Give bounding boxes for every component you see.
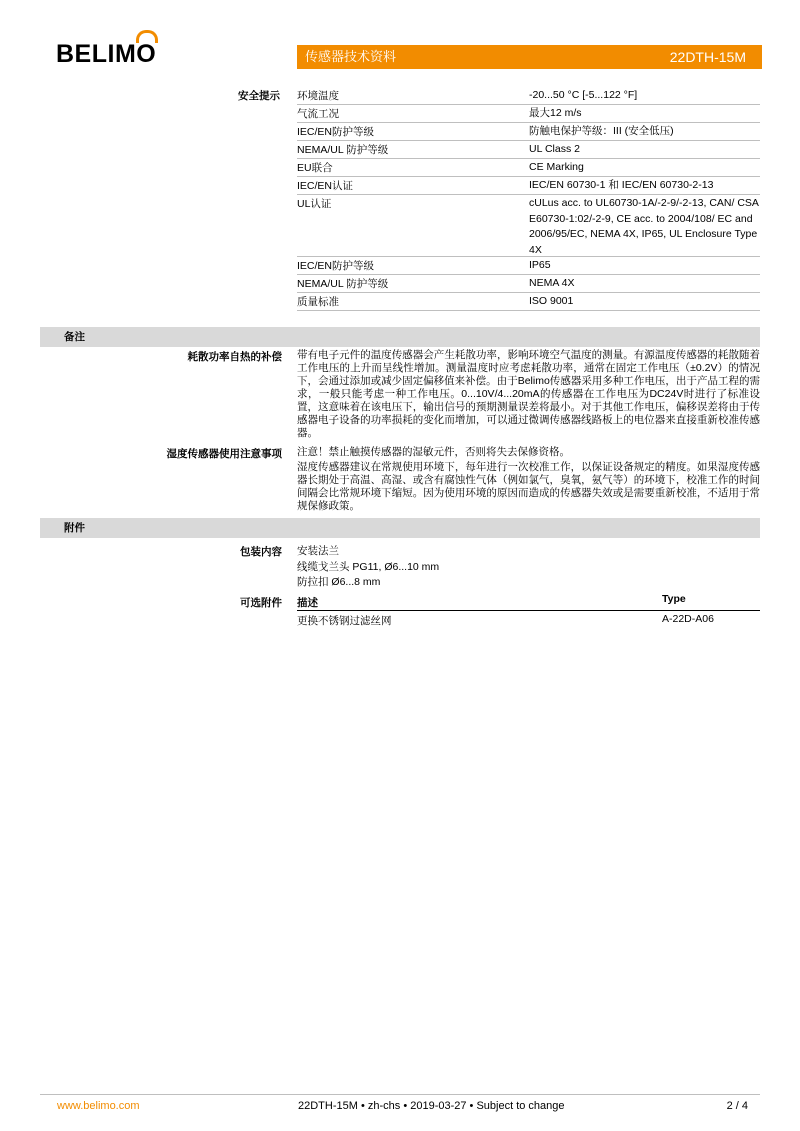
doc-title: 传感器技术资料: [305, 49, 397, 64]
spec-value: cULus acc. to UL60730-1A/-2-9/-2-13, CAN/ CSA E60730-1:02/-2-9, CE acc. to 2004/108/ EC and 2006/95/EC, NEMA 4X, IP65, UL Enclosure Type 4X: [529, 197, 759, 256]
table-row: [297, 158, 760, 177]
col-type: Type: [662, 593, 686, 605]
package-item: 安装法兰: [297, 545, 339, 557]
package-label: 包装内容: [240, 546, 282, 558]
table-row: [297, 104, 760, 123]
note-label-humidity: 湿度传感器使用注意事项: [166, 448, 282, 460]
spec-value: NEMA 4X: [529, 277, 575, 289]
model-number: 22DTH-15M: [669, 49, 746, 65]
table-row: [297, 256, 760, 275]
spec-key: NEMA/UL 防护等级: [297, 144, 389, 156]
table-row: [297, 122, 760, 141]
accessories-band: [40, 518, 760, 538]
header-bar: [297, 45, 762, 69]
note-text-humidity-warning: 注意！禁止触摸传感器的湿敏元件，否则将失去保修资格。: [297, 446, 570, 458]
package-item: 线缆戈兰头 PG11, Ø6...10 mm: [297, 560, 440, 573]
spec-value: -20...50 °C [-5...122 °F]: [529, 89, 638, 101]
notes-band-title: 备注: [64, 331, 85, 343]
safety-label: 安全提示: [238, 90, 280, 102]
spec-key: IEC/EN认证: [297, 180, 354, 192]
table-row: [297, 140, 760, 159]
spec-value: CE Marking: [529, 161, 584, 173]
table-row: [297, 292, 760, 311]
accessory-description: 更换不锈钢过滤丝网: [297, 615, 392, 627]
note-text-humidity-calibration: 湿度传感器建议在常规使用环境下，每年进行一次校准工作，以保证设备规定的精度。如果湿度传感器长期处于高温、高湿、或含有腐蚀性气体（例如氯气，臭氧，氨气等）的环境下，校准工作的时间间隔会比常规环境下缩短。因为使用环境的原因而造成的传感器失效或是需要重新校准，不适用于常规保修政策。: [297, 461, 760, 512]
table-row: [297, 194, 760, 257]
belimo-logo: BELIMO: [56, 40, 156, 68]
accessories-band-title: 附件: [64, 522, 85, 534]
spec-key: 质量标准: [297, 296, 339, 308]
table-row: [297, 86, 760, 105]
spec-key: 气流工况: [297, 108, 339, 120]
optional-label: 可选附件: [240, 597, 282, 609]
spec-key: UL认证: [297, 198, 332, 210]
spec-value: ISO 9001: [529, 295, 574, 307]
spec-key: IEC/EN防护等级: [297, 260, 375, 272]
table-row: [297, 613, 760, 629]
spec-value: IP65: [529, 259, 551, 271]
spec-value: 防触电保护等级：III (安全低压): [529, 125, 674, 137]
spec-value: IEC/EN 60730-1 和 IEC/EN 60730-2-13: [529, 179, 714, 191]
logo-arc-icon: [136, 30, 158, 43]
note-label-self-heating: 耗散功率自热的补偿: [187, 351, 282, 363]
package-list: [297, 544, 760, 591]
footer-divider: [40, 1094, 760, 1095]
accessory-table-header: [297, 594, 760, 611]
spec-value: 最大12 m/s: [529, 107, 582, 119]
footer-info: 22DTH-15M • zh-chs • 2019-03-27 • Subject to change: [298, 1100, 565, 1112]
spec-key: 环境温度: [297, 90, 339, 102]
package-item: 防拉扣 Ø6...8 mm: [297, 576, 381, 588]
note-text-self-heating: 带有电子元件的温度传感器会产生耗散功率，影响环境空气温度的测量。有源温度传感器的耗散随着工作电压的上升而呈线性增加。测量温度时应考虑耗散功率，通常在固定工作电压（±0.2V）的情况下，会通过添加或减少固定偏移值来补偿。由于Belimo传感器采用多种工作电压，出于产品工程的需求，一般只能考虑一种工作电压。0...10V/4...20mA的传感器在工作电压为DC24V时进行了标准设置，这意味着在该电压下，输出信号的预期测量误差将最小。对于其他工作电压，偏移误差将由于传感器电子设备的功率损耗的变化而增加，可以通过微调传感器线路板上的电位器来直接重新校准传感器。: [297, 349, 760, 439]
page-number: 2 / 4: [726, 1100, 748, 1112]
accessory-type: A-22D-A06: [662, 613, 714, 625]
notes-band: [40, 327, 760, 347]
spec-key: EU联合: [297, 162, 333, 174]
table-row: [297, 176, 760, 195]
spec-key: NEMA/UL 防护等级: [297, 278, 389, 290]
col-description: 描述: [297, 597, 318, 609]
table-row: [297, 274, 760, 293]
footer-website-link[interactable]: www.belimo.com: [57, 1100, 140, 1112]
spec-key: IEC/EN防护等级: [297, 126, 375, 138]
spec-value: UL Class 2: [529, 143, 580, 155]
